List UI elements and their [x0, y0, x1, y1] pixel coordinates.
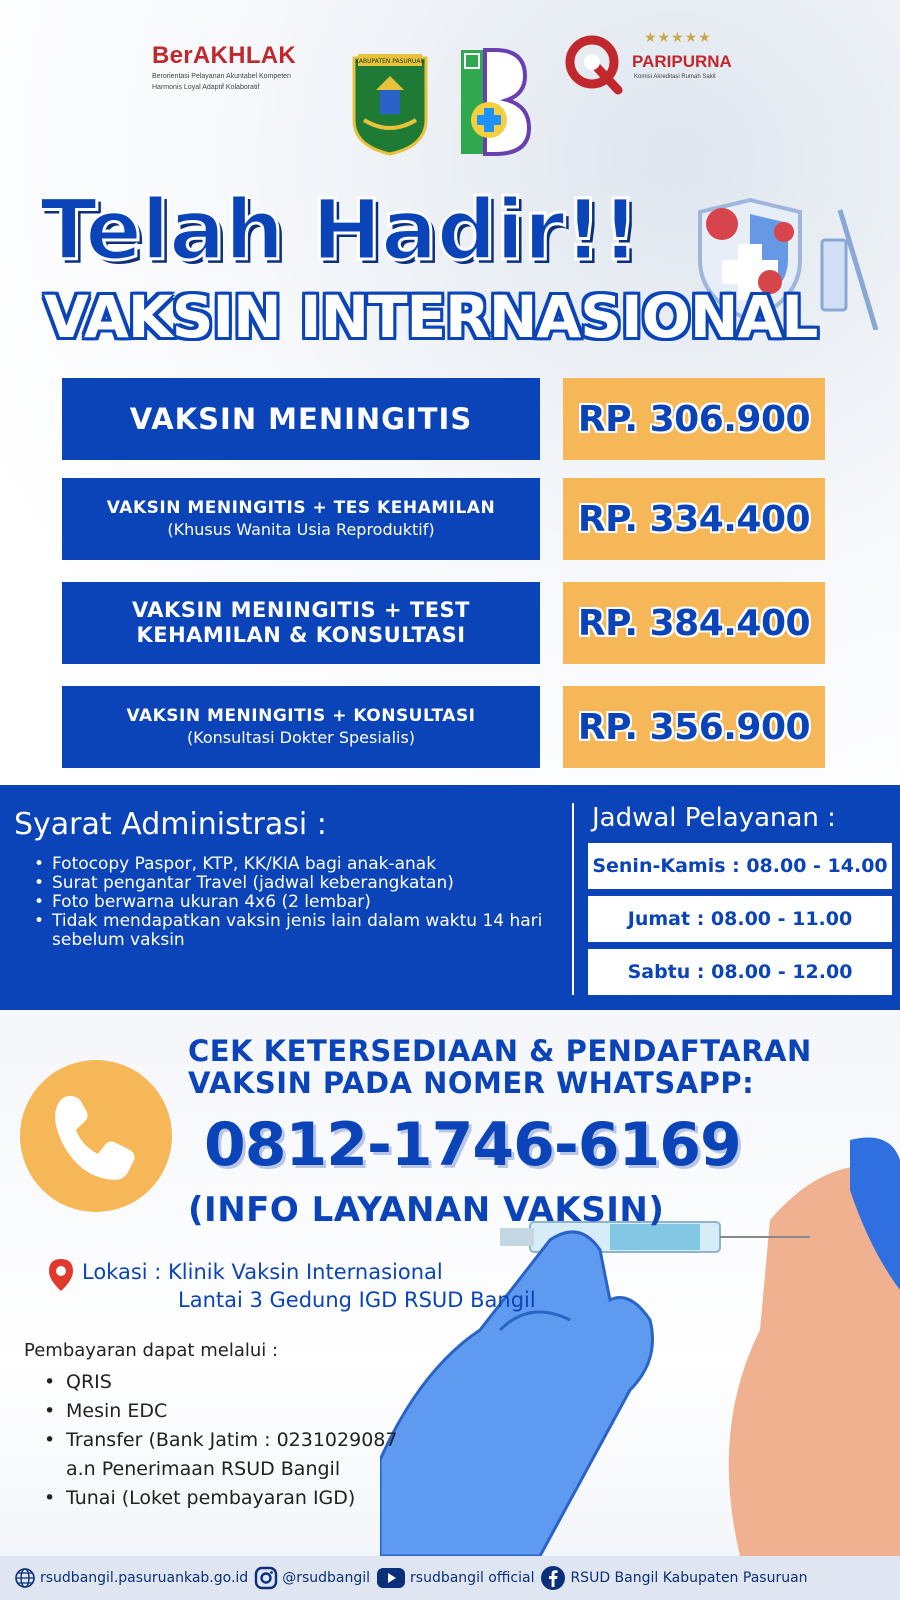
location-pin-icon — [48, 1258, 74, 1292]
pembayaran-transfer-account: a.n Penerimaan RSUD Bangil — [66, 1458, 341, 1480]
lokasi-line2: Lantai 3 Gedung IGD RSUD Bangil — [178, 1288, 536, 1312]
youtube-icon — [376, 1567, 406, 1589]
instagram-icon — [254, 1566, 278, 1590]
syarat-title: Syarat Administrasi : — [14, 807, 327, 842]
facebook-icon — [540, 1565, 566, 1591]
jadwal-title: Jadwal Pelayanan : — [592, 803, 836, 833]
pembayaran-item: • QRIS — [44, 1368, 397, 1397]
phone-icon — [20, 1060, 172, 1212]
syarat-item: • Foto berwarna ukuran 4x6 (2 lembar) — [34, 893, 574, 912]
berakhlak-title: BerAKHLAK — [152, 42, 297, 69]
headline-telah-hadir: Telah Hadir!! — [40, 181, 639, 279]
footer-facebook-text: RSUD Bangil Kabupaten Pasuruan — [570, 1570, 808, 1586]
info-layanan: (INFO LAYANAN VAKSIN) — [188, 1190, 665, 1230]
footer-website[interactable] — [14, 1567, 248, 1589]
crest-label: KABUPATEN PASURUAN — [355, 58, 425, 65]
footer-youtube[interactable] — [376, 1567, 534, 1589]
cek-ketersediaan — [188, 1035, 888, 1099]
whatsapp-number[interactable]: 0812-1746-6169 — [204, 1110, 741, 1180]
package-name: VAKSIN MENINGITIS — [129, 402, 473, 436]
jadwal-jumat: Jumat : 08.00 - 11.00 — [588, 896, 892, 942]
headline-vaksin-internasional: VAKSIN INTERNASIONAL — [44, 283, 818, 351]
pembayaran-list — [44, 1368, 397, 1513]
paripurna-emblem-icon — [562, 32, 628, 98]
package-meningitis-tes-kehamilan — [62, 478, 540, 560]
footer-instagram[interactable] — [254, 1566, 370, 1590]
paripurna-stars: ★★★★★ — [644, 30, 712, 46]
syarat-list — [34, 855, 574, 950]
syarat-item: • Tidak mendapatkan vaksin jenis lain dalam waktu 14 hari sebelum vaksin — [34, 912, 574, 950]
package-note: (Konsultasi Dokter Spesialis) — [186, 728, 416, 747]
footer-website-text: rsudbangil.pasuruankab.go.id — [40, 1570, 249, 1586]
footer-social — [0, 1556, 900, 1600]
price-value: RP. 334.400 — [577, 498, 811, 540]
jadwal-senin-kamis: Senin-Kamis : 08.00 - 14.00 — [588, 843, 892, 889]
berakhlak-sub1: Berorientasi Pelayanan Akuntabel Kompeten — [152, 73, 291, 80]
rsud-bangil-logo-icon — [455, 46, 535, 158]
package-note: (Khusus Wanita Usia Reproduktif) — [167, 520, 435, 539]
berakhlak-sub2: Harmonis Loyal Adaptif Kolaboratif — [152, 84, 260, 91]
globe-icon — [14, 1567, 36, 1589]
price-value: RP. 384.400 — [577, 602, 811, 644]
berakhlak-logo — [152, 42, 342, 92]
pembayaran-item-transfer — [44, 1426, 397, 1484]
jadwal-sabtu: Sabtu : 08.00 - 12.00 — [588, 949, 892, 995]
syarat-item: • Fotocopy Paspor, KTP, KK/KIA bagi anak-anak — [34, 855, 574, 874]
price-meningitis-konsultasi — [563, 686, 825, 768]
price-meningitis-test-kehamilan-konsultasi — [563, 582, 825, 664]
cek-line1: CEK KETERSEDIAAN & PENDAFTARAN — [188, 1034, 812, 1068]
price-meningitis-tes-kehamilan — [563, 478, 825, 560]
cek-line2: VAKSIN PADA NOMER WHATSAPP: — [188, 1066, 755, 1100]
price-meningitis — [563, 378, 825, 460]
package-name: VAKSIN MENINGITIS + TEST — [131, 598, 471, 622]
price-value: RP. 306.900 — [577, 398, 811, 440]
footer-instagram-text: @rsudbangil — [282, 1570, 371, 1586]
paripurna-logo — [562, 30, 752, 110]
lokasi-line1: Lokasi : Klinik Vaksin Internasional — [82, 1260, 443, 1284]
pembayaran-title: Pembayaran dapat melalui : — [24, 1340, 279, 1361]
package-name: VAKSIN MENINGITIS + KONSULTASI — [126, 706, 476, 726]
pembayaran-item: • Tunai (Loket pembayaran IGD) — [44, 1484, 397, 1513]
package-name: VAKSIN MENINGITIS + TES KEHAMILAN — [106, 498, 496, 518]
pembayaran-item: • Mesin EDC — [44, 1397, 397, 1426]
phone-circle — [20, 1060, 172, 1212]
requirements-band — [0, 785, 900, 1010]
paripurna-sub: Komisi Akreditasi Rumah Sakit — [634, 74, 716, 80]
band-divider — [572, 803, 574, 995]
pembayaran-item: • Transfer (Bank Jatim : 0231029087 — [66, 1429, 398, 1451]
price-value: RP. 356.900 — [577, 706, 811, 748]
footer-facebook[interactable] — [540, 1565, 807, 1591]
package-meningitis — [62, 378, 540, 460]
package-meningitis-konsultasi — [62, 686, 540, 768]
package-meningitis-test-kehamilan-konsultasi — [62, 582, 540, 664]
package-name-line2: KEHAMILAN & KONSULTASI — [136, 623, 466, 647]
syarat-item: • Surat pengantar Travel (jadwal keberangkatan) — [34, 874, 574, 893]
footer-youtube-text: rsudbangil official — [410, 1570, 535, 1586]
pasuruan-crest-icon — [350, 50, 430, 156]
paripurna-title: PARIPURNA — [632, 52, 732, 71]
